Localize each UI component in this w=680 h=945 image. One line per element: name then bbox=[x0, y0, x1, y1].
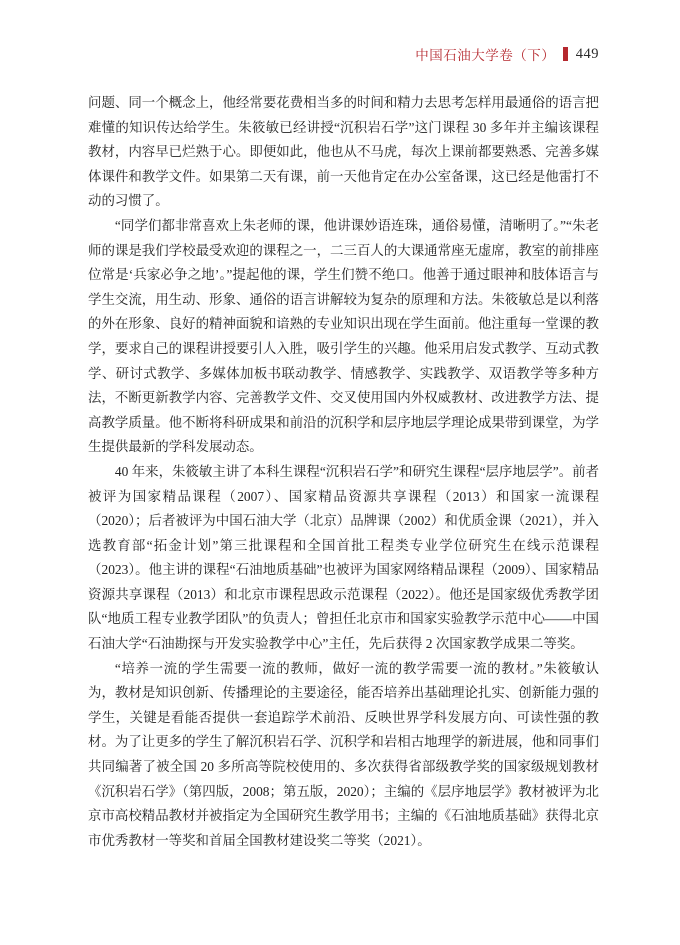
body-paragraph: 问题、同一个概念上，他经常要花费相当多的时间和精力去思考怎样用最通俗的语言把难懂的知识传达给学生。朱筱敏已经讲授“沉积岩石学”这门课程 30 多年并主编该课程教材，内容早已烂熟于心。即便如此，他也从不马虎，每次上课前都要熟悉、完善多媒体课件和教学文件。如果第二天有课，前一天他肯定在办公室备课，这已经是他雷打不动的习惯了。 bbox=[88, 95, 599, 209]
page-number: 449 bbox=[575, 45, 599, 62]
header-divider-bar bbox=[563, 47, 568, 61]
body-paragraph: “同学们都非常喜欢上朱老师的课，他讲课妙语连珠，通俗易懂，清晰明了。”“朱老师的课是我们学校最受欢迎的课程之一，二三百人的大课通常座无虚席，教室的前排座位常是‘兵家必争之地’。”提起他的课，学生们赞不绝口。他善于通过眼神和肢体语言与学生交流，用生动、形象、通俗的语言讲解较为复杂的原理和方法。朱筱敏总是以利落的外在形象、良好的精神面貌和谙熟的专业知识出现在学生面前。他注重每一堂课的教学，要求自己的课程讲授要引人入胜，吸引学生的兴趣。他采用启发式教学、互动式教学、研讨式教学、多媒体加板书联动教学、情感教学、实践教学、双语教学等多种方法，不断更新教学内容、完善教学文件、交叉使用国内外权威教材、改进教学方法、提高教学质量。他不断将科研成果和前沿的沉积学和层序地层学理论成果带到课堂，为学生提供最新的学科发展动态。 bbox=[88, 217, 599, 455]
body-paragraph: 40 年来，朱筱敏主讲了本科生课程“沉积岩石学”和研究生课程“层序地层学”。前者被评为国家精品课程（2007）、国家精品资源共享课程（2013）和国家一流课程（2020）；后者被评为中国石油大学（北京）品牌课（2002）和优质金课（2021），并入选教育部“拓金计划”第三批课程和全国首批工程类专业学位研究生在线示范课程（2023）。他主讲的课程“石油地质基础”也被评为国家网络精品课程（2009）、国家精品资源共享课程（2013）和北京市课程思政示范课程（2022）。他还是国家级优秀教学团队“地质工程专业教学团队”的负责人；曾担任北京市和国家实验教学示范中心——中国石油大学“石油勘探与开发实验教学中心”主任，先后获得 2 次国家教学成果二等奖。 bbox=[88, 463, 599, 652]
body-paragraph: “培养一流的学生需要一流的教师，做好一流的教学需要一流的教材。”朱筱敏认为，教材是知识创新、传播理论的主要途径，能否培养出基础理论扎实、创新能力强的学生，关键是看能否提供一套追踪学术前沿、反映世界学科发展方向、可读性强的教材。为了让更多的学生了解沉积岩石学、沉积学和岩相古地理学的新进展，他和同事们共同编著了被全国 20 多所高等院校使用的、多次获得省部级教学奖的国家级规划教材《沉积岩石学》（第四版，2008；第五版，2020）；主编的《层序地层学》教材被评为北京市高校精品教材并被指定为全国研究生教学用书；主编的《石油地质基础》获得北京市优秀教材一等奖和首届全国教材建设奖二等奖（2021）。 bbox=[88, 660, 599, 848]
running-header-title: 中国石油大学卷（下） bbox=[415, 48, 556, 63]
running-header bbox=[88, 44, 599, 64]
page-body bbox=[88, 91, 599, 853]
